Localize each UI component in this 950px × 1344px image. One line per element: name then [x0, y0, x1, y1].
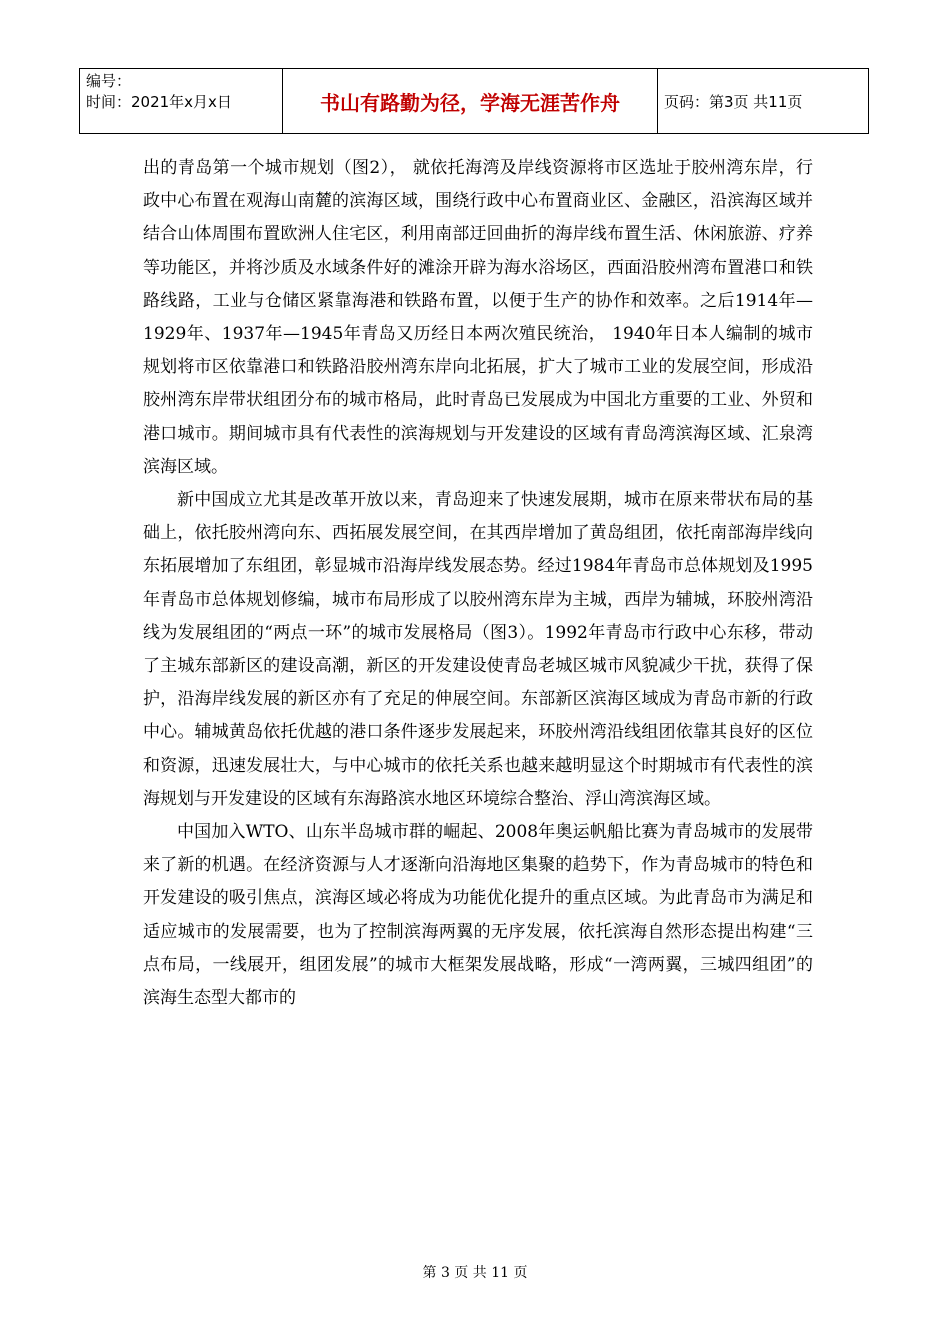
paragraph: 中国加入WTO、山东半岛城市群的崛起、2008年奥运帆船比赛为青岛城市的发展带来了新的机遇。在经济资源与人才逐渐向沿海地区集聚的趋势下，作为青岛城市的特色和开发建设的吸引焦点，滨海区域必将成为功能优化提升的重点区域。为此青岛市为满足和适应城市的发展需要，也为了控制滨海两翼的无序发展，依托滨海自然形态提出构建“三点布局，一线展开，组团发展”的城市大框架发展战略，形成“一湾两翼，三城四组团”的滨海生态型大都市的	[143, 822, 813, 1009]
document-body	[143, 152, 813, 1015]
code-label: 编号：	[86, 72, 132, 90]
header-motto: 书山有路勤为径，学海无涯苦作舟	[283, 69, 658, 133]
page-footer: 第 3 页 共 11 页	[422, 1265, 528, 1281]
header-meta	[80, 69, 283, 133]
paragraph: 新中国成立尤其是改革开放以来，青岛迎来了快速发展期，城市在原来带状布局的基础上，依托胶州湾向东、西拓展发展空间，在其西岸增加了黄岛组团，依托南部海岸线向东拓展增加了东组团，彰显城市沿海岸线发展态势。经过1984年青岛市总体规划及1995年青岛市总体规划修编，城市布局形成了以胶州湾东岸为主城，西岸为辅城，环胶州湾沿线为发展组团的“两点一环”的城市发展格局（图3）。1992年青岛市行政中心东移，带动了主城东部新区的建设高潮，新区的开发建设使青岛老城区城市风貌减少干扰，获得了保护，沿海岸线发展的新区亦有了充足的伸展空间。东部新区滨海区域成为青岛市新的行政中心。辅城黄岛依托优越的港口条件逐步发展起来，环胶州湾沿线组团依靠其良好的区位和资源，迅速发展壮大，与中心城市的依托关系也越来越明显这个时期城市有代表性的滨海规划与开发建设的区域有东海路滨水地区环境综合整治、浮山湾滨海区域。	[143, 490, 813, 809]
paragraph-continued: 出的青岛第一个城市规划（图2）， 就依托海湾及岸线资源将市区选址于胶州湾东岸，行政中心布置在观海山南麓的滨海区域，围绕行政中心布置商业区、金融区，沿滨海区域并结合山体周围布置欧洲人住宅区，利用南部迂回曲折的海岸线布置生活、休闲旅游、疗养等功能区，并将沙质及水域条件好的滩涂开辟为海水浴场区，西面沿胶州湾布置港口和铁路线路，工业与仓储区紧靠海港和铁路布置，以便于生产的协作和效率。之后1914年—1929年、1937年—1945年青岛又历经日本两次殖民统治， 1940年日本人编制的城市规划将市区依靠港口和铁路沿胶州湾东岸向北拓展，扩大了城市工业的发展空间，形成沿胶州湾东岸带状组团分布的城市格局，此时青岛已发展成为中国北方重要的工业、外贸和港口城市。期间城市具有代表性的滨海规划与开发建设的区域有青岛湾滨海区域、汇泉湾滨海区域。	[143, 158, 813, 477]
page-header	[79, 68, 869, 134]
time-label: 时间：2021年x月x日	[86, 93, 232, 111]
header-page-number: 页码：第3页 共11页	[664, 92, 803, 111]
